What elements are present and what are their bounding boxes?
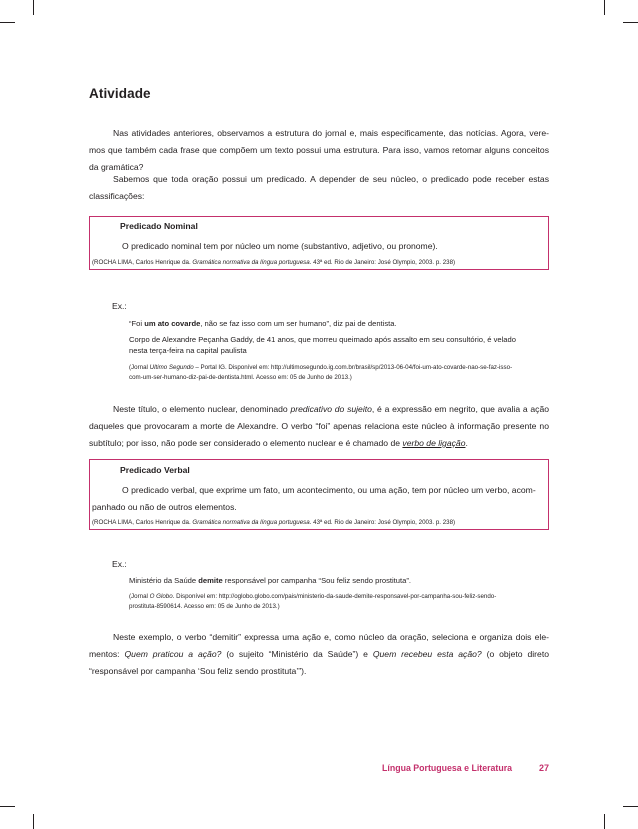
crop-mark xyxy=(623,806,638,807)
box-reference: (ROCHA LIMA, Carlos Henrique da. Gramática normativa da língua portuguesa. 43ª ed. Rio de Janeiro: José Olympio, 2003. p. 238) xyxy=(92,259,456,266)
crop-mark xyxy=(0,22,15,23)
example-subtitle: Corpo de Alexandre Peçanha Gaddy, de 41 anos, que morreu queimado após assalto em seu consultório, é velado nesta terça-feira na capital paulista xyxy=(129,335,516,355)
example-headline: “Foi um ato covarde, não se faz isso com um ser humano”, diz pai de dentista. xyxy=(129,319,397,328)
crop-mark xyxy=(33,814,34,829)
example-label: Ex.: xyxy=(112,559,127,569)
example-source: (Jornal Ultimo Segundo – Portal IG. Disponível em: http://ultimosegundo.ig.com.br/brasil/sp/2013-06-04/foi-um-ato-covarde-nao-se-faz-isso-com-um-ser-humano-diz-pai-de-dentista.html. Acesso em: 05 de Junho de 2013.) xyxy=(129,364,513,381)
box-title: Predicado Nominal xyxy=(120,221,198,231)
intro-paragraph-2: Sabemos que toda oração possui um predicado. A depender de seu núcleo, o predicado pode receber estas classificações: xyxy=(89,174,549,201)
example-headline: Ministério da Saúde demite responsável por campanha “Sou feliz sendo prostituta”. xyxy=(129,576,411,585)
analysis-paragraph-2: Neste exemplo, o verbo “demitir” expressa uma ação e, como núcleo da oração, seleciona e organiza dois elementos: Quem praticou a ação? (o sujeito “Ministério da Saúde”) e Quem recebeu esta ação? (o objeto direto “responsável por campanha ‘Sou feliz sendo prostituta’”). xyxy=(89,632,549,676)
footer-subject: Língua Portuguesa e Literatura xyxy=(382,763,513,773)
crop-mark xyxy=(623,22,638,23)
example-label: Ex.: xyxy=(112,301,127,311)
box-title: Predicado Verbal xyxy=(120,465,190,475)
intro-paragraph-1: Nas atividades anteriores, observamos a estrutura do jornal e, mais especificamente, das notícias. Agora, veremos que também cada frase que compõem um texto possui uma estrutura. Para isso, vamos retomar alguns conceitos da gramática? xyxy=(89,128,549,172)
box-definition: O predicado verbal, que exprime um fato, um acontecimento, ou uma ação, tem por núcleo um verbo, acompanhado ou não de outros elementos. xyxy=(92,485,536,512)
analysis-paragraph-1: Neste título, o elemento nuclear, denominado predicativo do sujeito, é a expressão em negrito, que avalia a ação daqueles que provocaram a morte de Alexandre. O verbo “foi” apenas relaciona este núcleo à informação presente no subtítulo; por isso, não pode ser considerado o elemento nuclear e é chamado de verbo de ligação. xyxy=(89,404,550,448)
crop-mark xyxy=(0,806,15,807)
page-number: 27 xyxy=(539,763,550,773)
definition-box-nominal xyxy=(89,216,549,270)
box-reference: (ROCHA LIMA, Carlos Henrique da. Gramática normativa da língua portuguesa. 43ª ed. Rio de Janeiro: José Olympio, 2003. p. 238) xyxy=(92,519,456,526)
box-definition: O predicado nominal tem por núcleo um nome (substantivo, adjetivo, ou pronome). xyxy=(122,241,438,251)
definition-box-verbal xyxy=(89,459,549,530)
crop-mark xyxy=(604,0,605,15)
example-source: (Jornal O Globo. Disponível em: http://oglobo.globo.com/pais/ministerio-da-saude-demite-responsavel-por-campanha-sou-feliz-sendo-prostituta-8590614. Acesso em: 05 de Junho de 2013.) xyxy=(129,593,497,610)
page-title: Atividade xyxy=(89,86,151,101)
crop-mark xyxy=(33,0,34,15)
crop-mark xyxy=(604,814,605,829)
